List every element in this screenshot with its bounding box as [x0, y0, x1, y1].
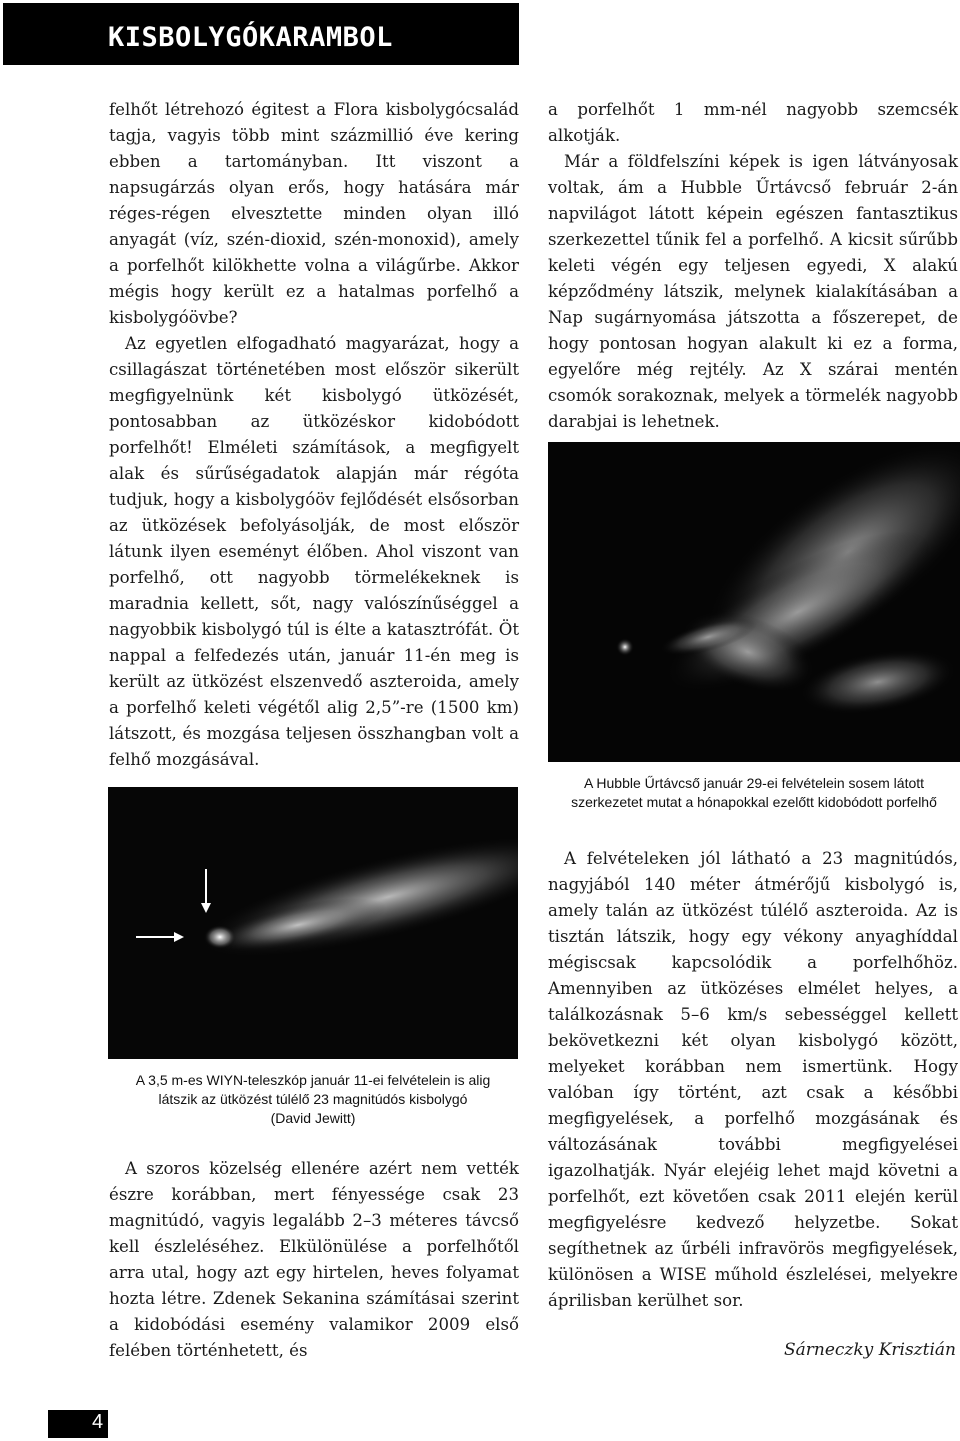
section-title: KISBOLYGÓKARAMBOL: [108, 22, 393, 53]
page-number: 4: [92, 1411, 104, 1433]
paragraph: A felvételeken jól látható a 23 magnitúdós, nagyjából 140 méter átmérőjű kisbolygó is, amely talán az ütközést túlélő aszteroida. Az is tisztán látszik, hogy egy vékony anyaghíddal mégiscsak kapcsolódik a porfelhőhöz. Amennyiben az ütközéses elmélet helyes, a találkozásnak 5–6 km/s sebességgel kellett bekövetkezni két olyan kisbolygó között, melyeket korábban nem ismertünk. Hogy valóban így történt, azt csak a későbbi megfigyelések, a porfelhő mozgásának és változásának további megfigyelései igazolhatják. Nyár elejéig lehet majd követni a porfelhőt, ezt követően csak 2011 elején kerül megfigyelésre kedvező helyzetbe. Sokat segíthetnek az űrbéli infravörös megfigyelések, különösen a WISE műhold észlelései, melyekre áprilisban kerülhet sor.: [548, 849, 958, 1310]
paragraph: Az egyetlen elfogadható magyarázat, hogy a csillagászat történetében most először sikerült megfigyelnünk két kisbolygó ütközését, pontosabban az ütközéskor kidobódott porfelhőt! Elméleti számítások, a megfigyelt alak és sűrűségadatok alapján már régóta tudjuk, hogy a kisbolygóöv fejlődését elsősorban az ütközések befolyásolják, de most először látunk ilyen eseményt élőben. Ahol viszont van porfelhő, ott nagyobb törmelékeknek is maradnia kellett, sőt, nagy valószínűséggel a nagyobbik kisbolygó túl is élte a katasztrófát. Öt nappal a felfedezés után, január 11-én meg is került az ütközést elszenvedő aszteroida, amely a porfelhő keleti végétől alig 2,5”-re (1500 km) látszott, és mozgása teljesen összhangban volt a felhő mozgásával.: [109, 334, 519, 769]
right-column-bottom: [548, 846, 958, 1314]
left-column-top: [109, 97, 519, 773]
hubble-photo: [548, 442, 960, 762]
left-column-bottom: [109, 1156, 519, 1364]
author-signature: Sárneczky Krisztián: [783, 1340, 956, 1360]
paragraph: Már a földfelszíni képek is igen látványosak voltak, ám a Hubble Űrtávcső február 2-án napvilágot látott képein egészen fantasztikus szerkezettel tűnik fel a porfelhő. A kicsit sűrűbb keleti végén egy teljesen egyedi, X alakú képződmény látszik, melynek kialakításában a Nap sugárnyomása játszotta a főszerepet, de hogy pontosan hogyan alakult ki ez a forma, egyelőre még rejtély. Az X szárai mentén csomók sorakoznak, melyek a törmelék nagyobb darabjai is lehetnek.: [548, 152, 958, 431]
paragraph: A szoros közelség ellenére azért nem vették észre korábban, mert fényessége csak 23 magnitúdó, vagyis legalább 2–3 méteres távcső kell észleléséhez. Elkülönülése a porfelhőtől arra utal, hogy azt egy hirtelen, heves folyamat hozta létre. Zdenek Sekanina számításai szerint a kidobódási esemény valamikor 2009 első felében történhetett, és: [109, 1159, 519, 1360]
photo-caption-right: A Hubble Űrtávcső január 29-ei felvételein sosem látott szerkezetet mutat a hónapokkal ezelőtt kidobódott porfelhő: [571, 775, 937, 810]
wiyn-telescope-photo: [108, 787, 518, 1059]
paragraph: a porfelhőt 1 mm-nél nagyobb szemcsék alkotják.: [548, 100, 958, 145]
photo-caption-left: A 3,5 m-es WIYN-teleszkóp január 11-ei felvételein is alig látszik az ütközést túlélő 23 magnitúdós kisbolygó (David Jewitt): [135, 1072, 491, 1126]
right-column-top: [548, 97, 958, 435]
paragraph: felhőt létrehozó égitest a Flora kisbolygócsalád tagja, vagyis több mint százmillió éve kering ebben a tartományban. Itt viszont a napsugárzás olyan erős, hogy hatására már réges-régen elvesztette minden olyan illó anyagát (víz, szén-dioxid, szén-monoxid), amely a porfelhőt kilökhette volna a világűrbe. Akkor mégis hogy került ez a hatalmas porfelhő a kisbolygóövbe?: [109, 100, 519, 327]
